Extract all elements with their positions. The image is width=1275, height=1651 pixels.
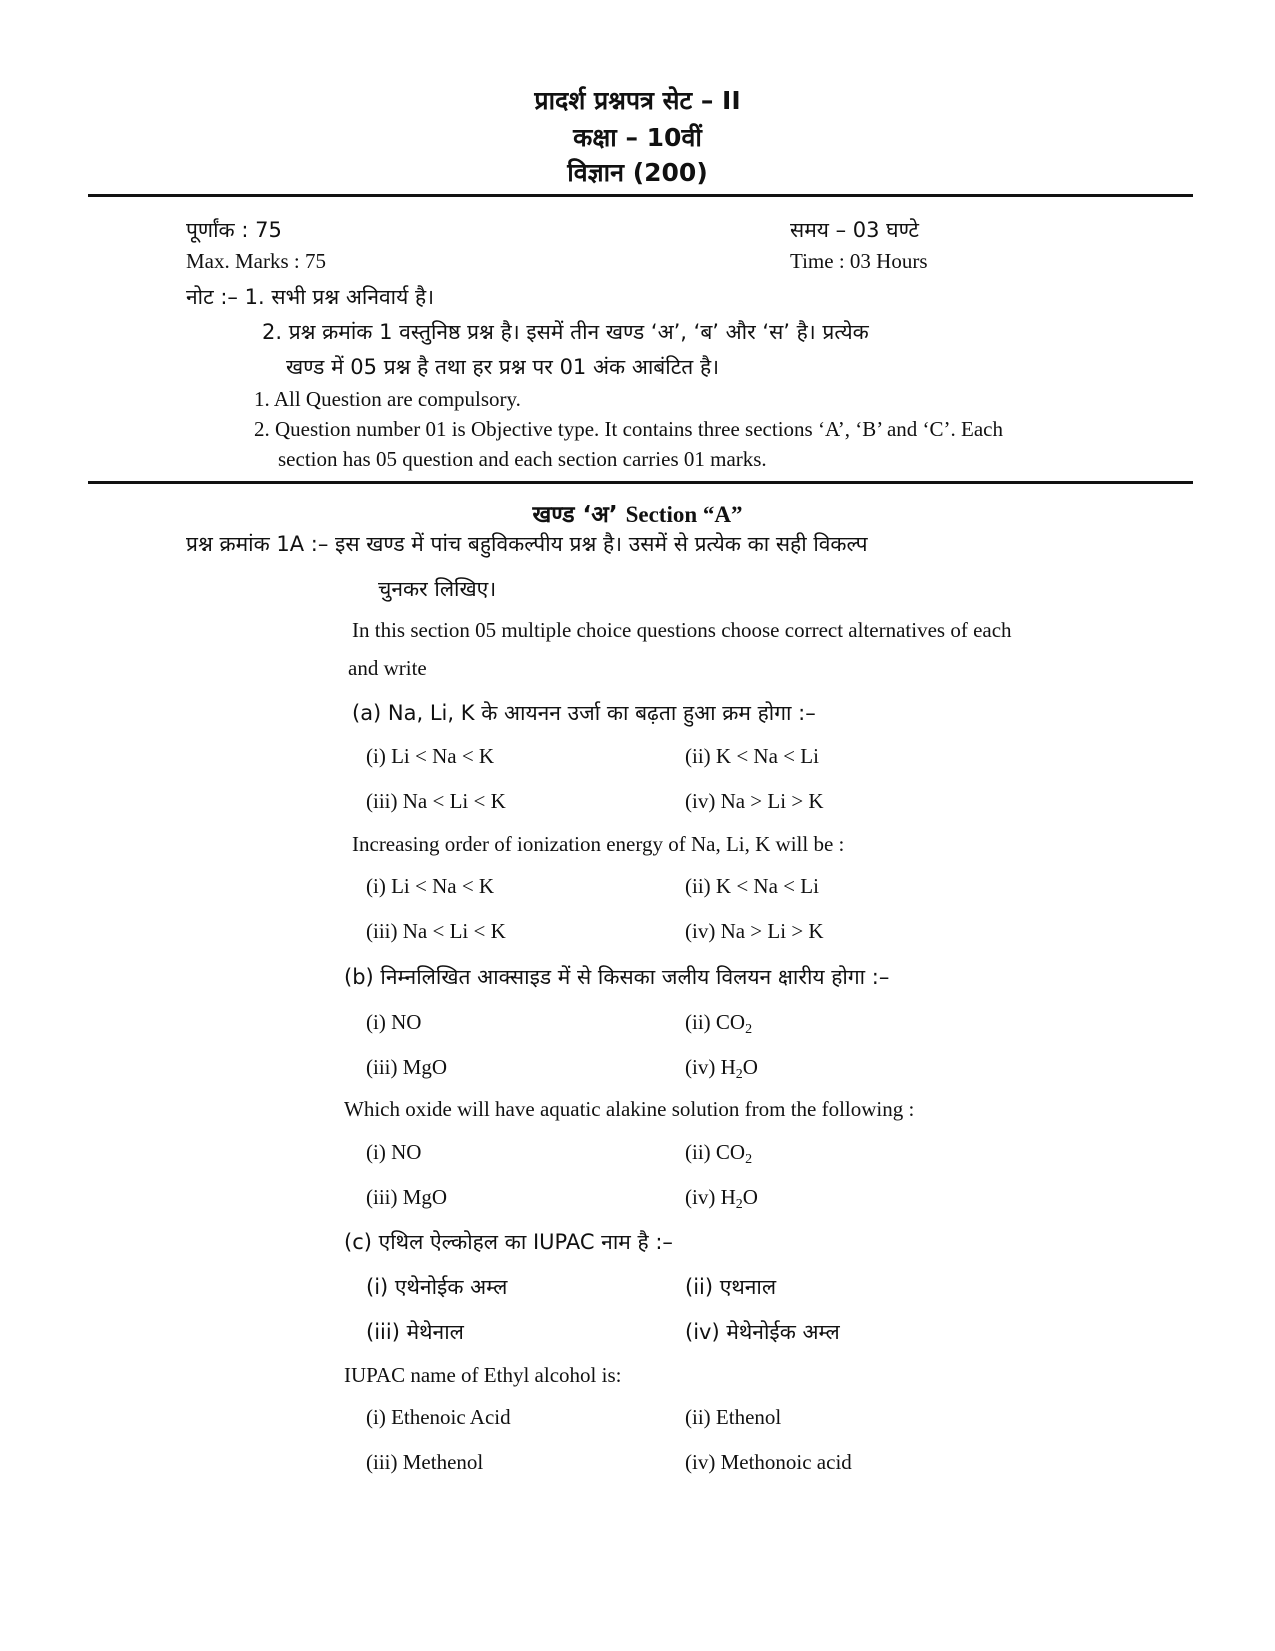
time-en: Time : 03 Hours (790, 249, 928, 273)
q-c-en-option-iv: (iv) Methonoic acid (685, 1450, 852, 1474)
q-b-en-option-iii: (iii) MgO (366, 1185, 448, 1209)
q-a-hi-option-ii: (ii) K < Na < Li (685, 744, 819, 768)
question-a-hi: (a) Na, Li, K के आयनन उर्जा का बढ़ता हुआ क्रम होगा :– (352, 701, 816, 725)
q-a-en-option-iii: (iii) Na < Li < K (366, 919, 506, 943)
question-c-hi: (c) एथिल ऐल्कोहल का IUPAC नाम है :– (344, 1230, 673, 1254)
q-b-en-option-i: (i) NO (366, 1140, 422, 1164)
section-a-intro-en-b: and write (348, 656, 427, 680)
section-a-intro-hi-a: प्रश्न क्रमांक 1A :– इस खण्ड में पांच बहुविकल्पीय प्रश्न है। उसमें से प्रत्येक का सही विकल्प (186, 532, 868, 556)
q-b-hi-option-ii: (ii) $CO_2$ (685, 1010, 753, 1037)
q-b-hi-option-iii: (iii) MgO (366, 1055, 448, 1079)
q-a-hi-option-i: (i) Li < Na < K (366, 744, 495, 768)
q-a-en-option-i: (i) Li < Na < K (366, 874, 495, 898)
note-2-hi-line-b: खण्ड में 05 प्रश्न है तथा हर प्रश्न पर 01 अंक आबंटित है। (286, 355, 720, 379)
q-b-en-option-iv: (iv) $H_2O$ (685, 1185, 758, 1212)
q-a-en-option-iv: (iv) Na > Li > K (685, 919, 824, 943)
question-c-en: IUPAC name of Ethyl alcohol is: (344, 1363, 622, 1387)
q-b-en-option-ii: (ii) $CO_2$ (685, 1140, 753, 1167)
time-hi: समय – 03 घण्टे (790, 218, 919, 242)
section-a-intro-en-a: In this section 05 multiple choice questions choose correct alternatives of each (352, 618, 1012, 642)
q-b-hi-option-iv: (iv) $H_2O$ (685, 1055, 758, 1082)
q-a-hi-option-iv: (iv) Na > Li > K (685, 789, 824, 813)
q-c-en-option-i: (i) Ethenoic Acid (366, 1405, 511, 1429)
q-c-en-option-iii: (iii) Methenol (366, 1450, 484, 1474)
header-divider (88, 194, 1193, 197)
q-a-hi-option-iii: (iii) Na < Li < K (366, 789, 506, 813)
note-1-en: 1. All Question are compulsory. (254, 387, 521, 411)
note-2-en-line-a: 2. Question number 01 is Objective type. It contains three sections ‘A’, ‘B’ and ‘C’. Each (254, 417, 1003, 441)
q-c-hi-option-iv: (iv) मेथेनोईक अम्ल (685, 1320, 840, 1344)
q-c-en-option-ii: (ii) Ethenol (685, 1405, 782, 1429)
max-marks-hi: पूर्णांक : 75 (186, 218, 282, 242)
section-a-heading-hi: खण्ड ‘अ’ (532, 502, 618, 528)
paper-title: प्रादर्श प्रश्नपत्र सेट – II (534, 86, 741, 115)
q-c-hi-option-i: (i) एथेनोईक अम्ल (366, 1275, 508, 1299)
question-a-en: Increasing order of ionization energy of Na, Li, K will be : (352, 832, 845, 856)
notes-divider (88, 481, 1193, 484)
section-a-intro-hi-b: चुनकर लिखिए। (378, 577, 497, 601)
q-b-hi-option-i: (i) NO (366, 1010, 422, 1034)
note-1-hi: नोट :– 1. सभी प्रश्न अनिवार्य है। (186, 285, 435, 309)
question-b-hi: (b) निम्नलिखित आक्साइड में से किसका जलीय विलयन क्षारीय होगा :– (344, 965, 890, 989)
q-c-hi-option-ii: (ii) एथनाल (685, 1275, 777, 1299)
q-c-hi-option-iii: (iii) मेथेनाल (366, 1320, 464, 1344)
subject-label: विज्ञान (200) (567, 158, 708, 187)
q-a-en-option-ii: (ii) K < Na < Li (685, 874, 819, 898)
section-a-heading (0, 497, 1275, 529)
note-2-hi-line-a: 2. प्रश्न क्रमांक 1 वस्तुनिष्ठ प्रश्न है। इसमें तीन खण्ड ‘अ’, ‘ब’ और ‘स’ है। प्रत्येक (262, 320, 869, 344)
max-marks-en: Max. Marks : 75 (186, 249, 326, 273)
class-label: कक्षा – 10वीं (573, 123, 702, 152)
question-b-en: Which oxide will have aquatic alakine solution from the following : (344, 1097, 915, 1121)
section-a-heading-en: Section “A” (625, 502, 743, 527)
note-2-en-line-b: section has 05 question and each section carries 01 marks. (278, 447, 767, 471)
